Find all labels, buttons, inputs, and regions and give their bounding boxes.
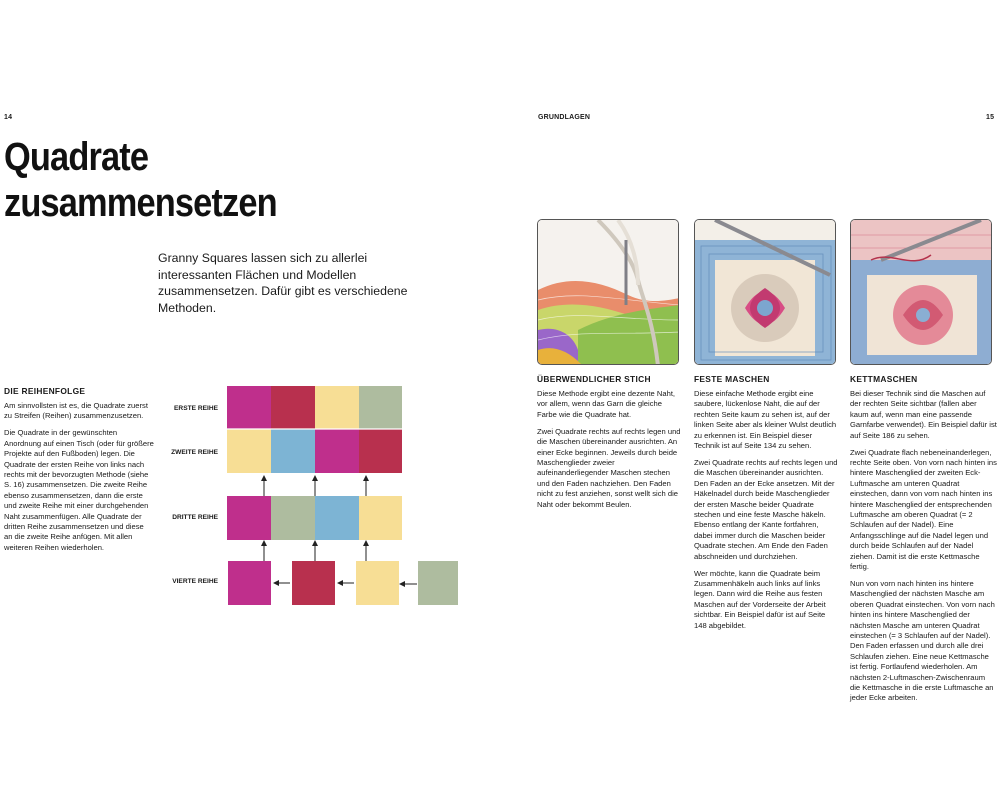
section-heading: DIE REIHENFOLGE (4, 386, 86, 396)
col3-paragraph-1: Bei dieser Technik sind die Maschen auf der rechten Seite sichtbar (fallen aber kaum auf, wenn man eine passende Garnfarbe verwendet). Ein Beispiel dafür ist auf Seite 186 zu sehen. (850, 389, 997, 440)
col1-paragraph-2: Zwei Quadrate rechts auf rechts legen und die Maschen übereinander ausrichten. An einer Ecke beginnen. Jeweils durch beide Maschenglieder zweier aufeinanderliegender Maschen stechen und den Faden nachziehen. Den Faden nicht zu fest anziehen, sonst wellt sich die Naht oder bekommt Beulen. (537, 426, 681, 509)
page-title (4, 134, 365, 226)
col2-paragraph-1: Diese einfache Methode ergibt eine saubere, lückenlose Naht, die auf der rechten Seite kaum zu sehen ist, auf der linken Seite aber als kleiner Wulst deutlich zu erkennen ist. Ein Beispiel dieser Technik ist auf Seite 134 zu sehen. (694, 389, 837, 451)
square-r3-4 (359, 496, 402, 540)
photo-single-crochet (694, 219, 836, 365)
page-number-right: 15 (986, 114, 995, 121)
row-label-1: ERSTE REIHE (174, 405, 218, 412)
row-label-4: VIERTE REIHE (172, 578, 218, 585)
square-r1-1 (227, 386, 271, 429)
col3-heading: KETTMASCHEN (850, 374, 918, 384)
section-reihenfolge (4, 386, 154, 560)
col3-paragraph-3: Nun von vorn nach hinten ins hintere Maschenglied der nächsten Masche am oberen Quadrat einstechen. Von vorn nach hinten ins hintere Maschenglied der nächsten Masche am unteren Quadrat einstechen (= 3 Schlaufen auf der Nadel). Den Faden erfassen und durch alle drei Schlaufen ziehen. Eine neue Kettmasche ist fertig. Fortlaufend wiederholen. Am nächsten 2-Luftmaschen-Zwischenraum die Kettmasche in die erste Luftmasche an jeder Ecke arbeiten. (850, 578, 995, 703)
title-line-1: Quadrate (4, 135, 149, 179)
col1-paragraph-1: Diese Methode ergibt eine dezente Naht, vor allem, wenn das Garn die gleiche Farbe wie die Quadrate hat. (537, 389, 676, 419)
title-line-2: zusammensetzen (4, 181, 277, 225)
column-slip-stitch (850, 374, 997, 710)
intro-text: Granny Squares lassen sich zu allerlei interessanten Flächen und Modellen zusammensetzen. Dafür gibt es verschiedene Methoden. (158, 251, 408, 315)
square-r2-4 (359, 429, 402, 473)
page-number-left: 14 (4, 114, 13, 121)
square-r3-2 (271, 496, 315, 540)
square-r1-4 (359, 386, 402, 429)
row-label-2: ZWEITE REIHE (171, 449, 218, 456)
section-label: GRUNDLAGEN (538, 114, 591, 121)
section-paragraph-2: Die Quadrate in der gewünschten Anordnung auf einen Tisch (oder für größere Projekte auf den Fußboden) legen. Die Quadrate der ersten Reihe von links nach rechts mit der bevorzugten Methode (siehe S. 16) zusammensetzen. Die zweite Reihe ebenso zusammensetzen, dann die erste und zweite Reihe mit einer durchgehenden Naht zusammenfügen. Alle Quadrate der dritten Reihe zusammensetzen und diese an die zweite Reihe anfügen. Mit allen weiteren Reihen wiederholen. (4, 428, 154, 552)
square-r3-3 (315, 496, 359, 540)
square-r1-3 (315, 386, 359, 429)
square-r2-3 (315, 429, 359, 473)
square-r4-1 (228, 561, 271, 605)
column-single-crochet (694, 374, 838, 637)
photo-whip-stitch (537, 219, 679, 365)
square-r4-4 (418, 561, 458, 605)
col2-heading: FESTE MASCHEN (694, 374, 770, 384)
column-whip-stitch (537, 374, 682, 516)
square-r2-2 (271, 429, 315, 473)
square-r3-1 (227, 496, 271, 540)
col2-paragraph-3: Wer möchte, kann die Quadrate beim Zusammenhäkeln auch links auf links legen. Dann wird die Reihe aus festen Maschen auf der Vorderseite der Arbeit sichtbar. Ein Beispiel dafür ist auf Seite 148 abgebildet. (694, 568, 826, 630)
col2-paragraph-2: Zwei Quadrate rechts auf rechts legen und die Maschen übereinander ausrichten. Den Faden an der Ecke ansetzen. Mit der Häkelnadel durch beide Maschenglieder der ersten Masche beider Quadrate stechen und eine feste Masche häkeln. Ebenso entlang der Kante fortfahren, dabei immer durch die Maschen beider Quadrate stechen. Am Ende den Faden abschneiden und durchziehen. (694, 457, 838, 561)
square-r1-2 (271, 386, 315, 429)
row-label-3: DRITTE REIHE (172, 514, 218, 521)
photo-slip-stitch (850, 219, 992, 365)
square-r2-1 (227, 429, 271, 473)
col1-heading: ÜBERWENDLICHER STICH (537, 374, 651, 384)
square-r4-2 (292, 561, 335, 605)
joining-order-diagram (220, 380, 410, 610)
col3-paragraph-2: Zwei Quadrate flach nebeneinanderlegen, rechte Seite oben. Von vorn nach hinten ins hintere Maschenglied der zweiten Eck-Luftmasche am unteren Quadrat einstechen, dann von vorn nach hinten ins hintere Maschenglied der entsprechenden Luftmasche am oberen Quadrat (= 2 Schlaufen auf der Nadel). Eine Anfangsschlinge auf die Nadel legen und durch beide Schlaufen auf der Nadel ziehen. Damit ist die erste Kettmasche fertig. (850, 447, 997, 571)
arrow-left (398, 580, 420, 590)
square-r4-3 (356, 561, 399, 605)
section-paragraph-1: Am sinnvollsten ist es, die Quadrate zuerst zu Streifen (Reihen) zusammenzusetzen. (4, 401, 148, 421)
